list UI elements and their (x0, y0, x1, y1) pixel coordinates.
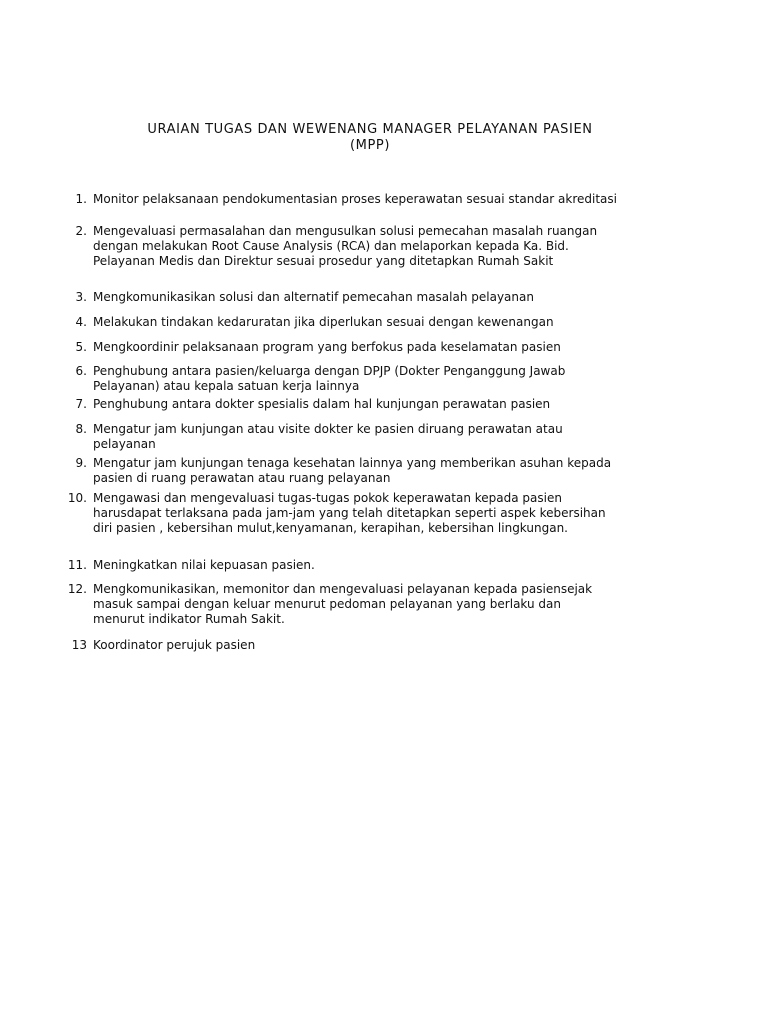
list-item-text: Monitor pelaksanaan pendokumentasian proses keperawatan sesuai standar akreditasi (93, 192, 617, 206)
list-item-number: 7. (75, 397, 87, 411)
list-item-text: Mengawasi dan mengevaluasi tugas-tugas pokok keperawatan kepada pasien harusdapat terlaksana pada jam-jam yang telah ditetapkan seperti aspek kebersihan diri pasien , kebersihan mulut,kenyamanan, kerapihan, kebersihan lingkungan. (93, 491, 606, 535)
list-item-text: Mengkomunikasikan, memonitor dan mengevaluasi pelayanan kepada pasiensejak masuk sampai dengan keluar menurut pedoman pelayanan yang berlaku dan menurut indikator Rumah Sakit. (93, 582, 593, 626)
list-item-text: Meningkatkan nilai kepuasan pasien. (93, 558, 315, 572)
list-item-number: 1. (75, 192, 87, 206)
list-item-number: 3. (75, 290, 87, 304)
list-item-text: Mengatur jam kunjungan tenaga kesehatan lainnya yang memberikan asuhan kepada pasien di ruang perawatan atau ruang pelayanan (93, 456, 612, 485)
list-item-number: 2. (75, 224, 87, 238)
list-item-number: 10. (67, 491, 87, 505)
list-item-text: Penghubung antara pasien/keluarga dengan DPJP (Dokter Penganggung Jawab Pelayanan) atau kepala satuan kerja lainnya (93, 364, 566, 393)
list-item-number: 8. (75, 422, 87, 436)
list-item-text: Penghubung antara dokter spesialis dalam hal kunjungan perawatan pasien (93, 397, 551, 411)
list-item-text: Mengatur jam kunjungan atau visite dokter ke pasien diruang perawatan atau pelayanan (93, 422, 563, 451)
document-title: URAIAN TUGAS DAN WEWENANG MANAGER PELAYANAN PASIEN (147, 122, 593, 137)
list-item-number: 6. (75, 364, 87, 378)
list-item-number: 5. (75, 340, 87, 354)
document-title-abbreviation: (MPP) (349, 138, 391, 153)
list-item-text: Mengkomunikasikan solusi dan alternatif pemecahan masalah pelayanan (93, 290, 534, 304)
list-item-number: 13 (71, 638, 87, 652)
list-item-text: Mengkoordinir pelaksanaan program yang berfokus pada keselamatan pasien (93, 340, 561, 354)
list-item-number: 12. (67, 582, 87, 596)
list-item-number: 9. (75, 456, 87, 470)
list-item-text: Mengevaluasi permasalahan dan mengusulkan solusi pemecahan masalah ruangan dengan melakukan Root Cause Analysis (RCA) dan melaporkan kepada Ka. Bid. Pelayanan Medis dan Direktur sesuai prosedur yang ditetapkan Rumah Sakit (93, 224, 598, 268)
list-item-text: Koordinator perujuk pasien (93, 638, 256, 652)
list-item-number: 4. (75, 315, 87, 329)
list-item-number: 11. (67, 558, 87, 572)
list-item-text: Melakukan tindakan kedaruratan jika diperlukan sesuai dengan kewenangan (93, 315, 554, 329)
